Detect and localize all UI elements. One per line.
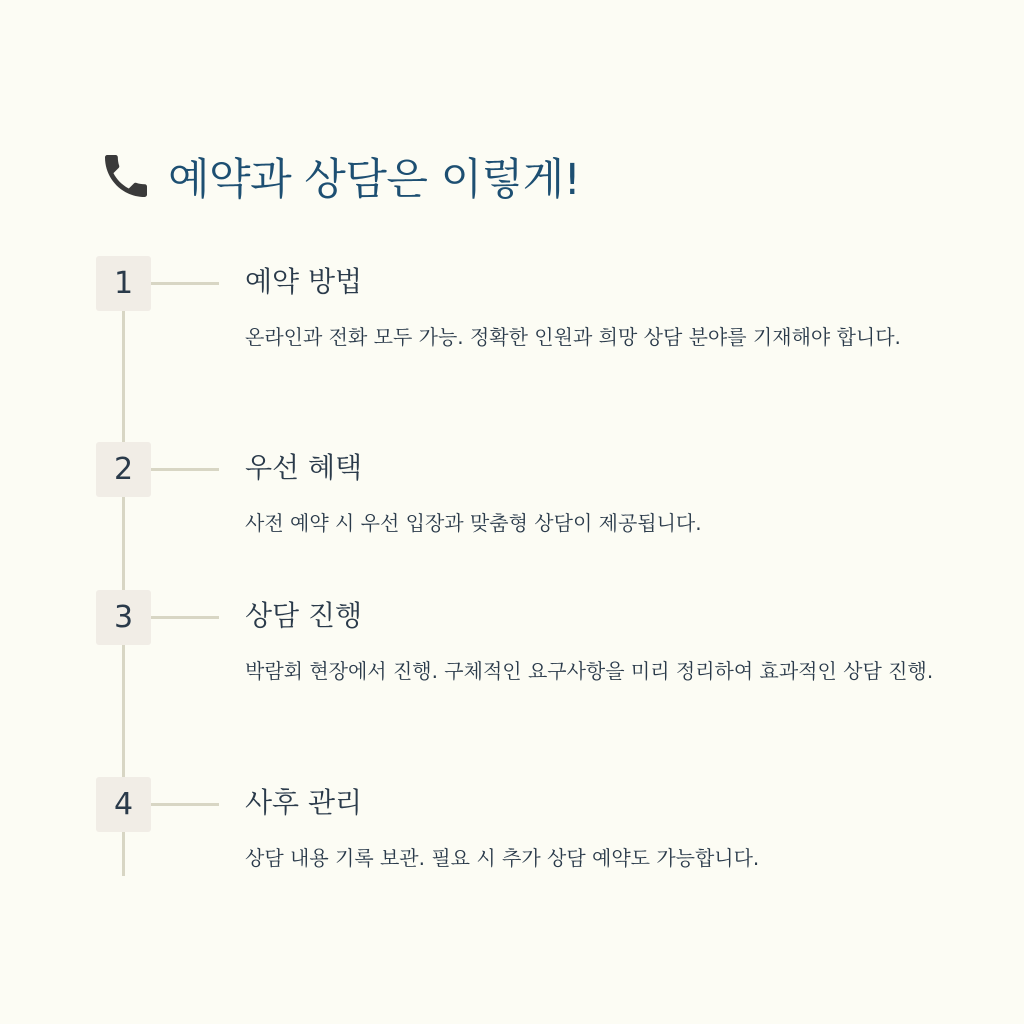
step-description: 온라인과 전화 모두 가능. 정확한 인원과 희망 상담 분야를 기재해야 합니다. (245, 325, 901, 349)
step-description: 박람회 현장에서 진행. 구체적인 요구사항을 미리 정리하여 효과적인 상담 진행. (245, 659, 934, 683)
step-connector (151, 803, 219, 806)
step-number-badge: 2 (96, 442, 151, 497)
step-connector (151, 282, 219, 285)
page-title-text: 예약과 상담은 이렇게! (168, 154, 581, 205)
step-number-badge: 4 (96, 777, 151, 832)
step-description: 상담 내용 기록 보관. 필요 시 추가 상담 예약도 가능합니다. (245, 846, 760, 870)
step-title: 상담 진행 (245, 599, 363, 632)
step-title: 우선 혜택 (245, 451, 363, 484)
step-connector (151, 616, 219, 619)
step-number-badge: 3 (96, 590, 151, 645)
step-connector (151, 468, 219, 471)
step-title: 사후 관리 (245, 786, 363, 819)
step-description: 사전 예약 시 우선 입장과 맞춤형 상담이 제공됩니다. (245, 511, 702, 535)
step-title: 예약 방법 (245, 265, 363, 298)
step-number-badge: 1 (96, 256, 151, 311)
